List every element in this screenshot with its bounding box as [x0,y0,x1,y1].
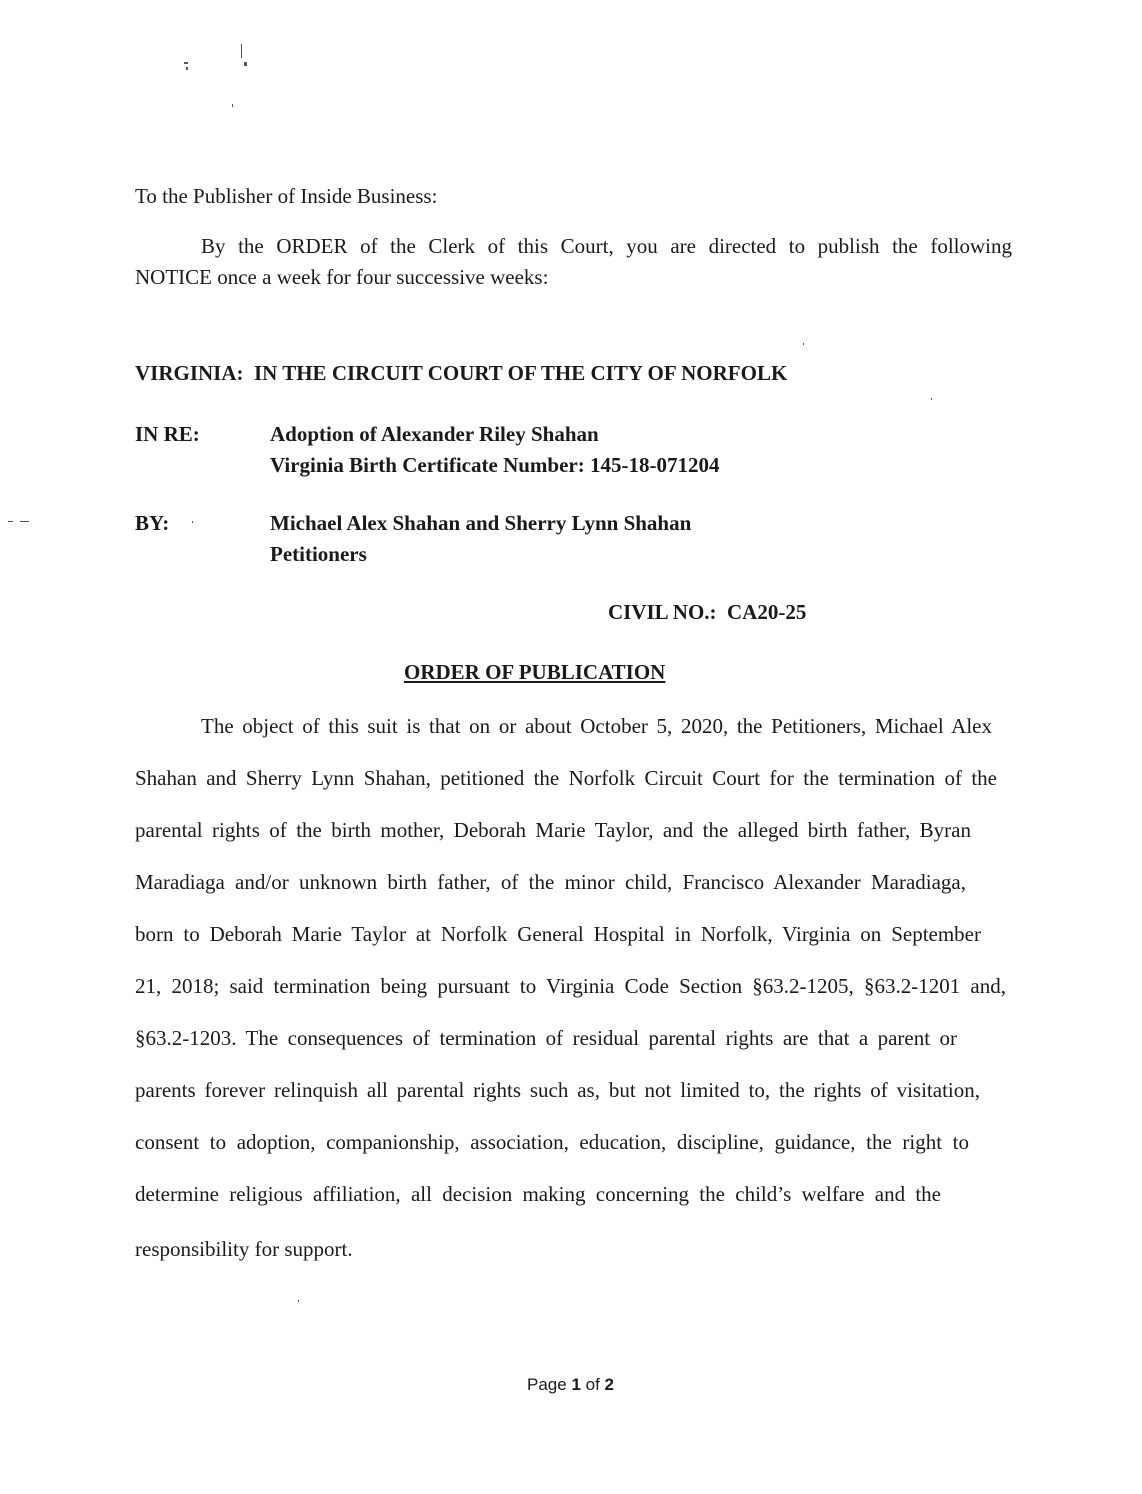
footer-current-page: 1 [571,1375,581,1394]
body-line-7: §63.2-1203. The consequences of termination of residual parental rights are that a parent or [135,1026,957,1050]
scan-speck [184,62,188,64]
body-line-11: responsibility for support. [135,1237,353,1261]
body-line-6: 21, 2018; said termination being pursuant to Virginia Code Section §63.2-1205, §63.2-1201 and, [135,974,1006,998]
by-line-1: Michael Alex Shahan and Sherry Lynn Shahan [270,511,692,535]
footer-middle: of [580,1375,605,1394]
scan-speck [186,67,188,70]
scan-speck [803,343,804,345]
directive-line-1: By the ORDER of the Clerk of this Court, you are directed to publish the following [201,234,1012,258]
scan-speck [232,104,233,107]
court-heading: VIRGINIA: IN THE CIRCUIT COURT OF THE CITY OF NORFOLK [135,361,788,385]
order-title: ORDER OF PUBLICATION [404,660,666,684]
body-line-9: consent to adoption, companionship, association, education, discipline, guidance, the right to [135,1130,969,1154]
scan-speck [298,1300,299,1302]
by-line-2: Petitioners [270,542,367,566]
body-line-8: parents forever relinquish all parental rights such as, but not limited to, the rights of visitation, [135,1078,980,1102]
body-line-1: The object of this suit is that on or about October 5, 2020, the Petitioners, Michael Alex [201,714,992,738]
scan-speck [20,521,29,522]
body-line-4: Maradiaga and/or unknown birth father, of the minor child, Francisco Alexander Maradiaga, [135,870,966,894]
scan-speck [241,44,242,58]
in-re-line-2: Virginia Birth Certificate Number: 145-18-071204 [270,453,720,477]
civil-number: CIVIL NO.: CA20-25 [608,600,807,624]
in-re-line-1: Adoption of Alexander Riley Shahan [270,422,599,446]
body-line-2: Shahan and Sherry Lynn Shahan, petitioned the Norfolk Circuit Court for the termination of the [135,766,997,790]
page-footer [527,1375,614,1395]
footer-total-pages: 2 [604,1375,614,1394]
footer-prefix: Page [527,1375,572,1394]
scan-speck [8,521,13,522]
salutation: To the Publisher of Inside Business: [135,184,438,208]
in-re-label: IN RE: [135,422,200,446]
scan-speck [244,62,247,66]
body-line-10: determine religious affiliation, all decision making concerning the child’s welfare and the [135,1182,941,1206]
body-line-5: born to Deborah Marie Taylor at Norfolk General Hospital in Norfolk, Virginia on September [135,922,981,946]
by-label: BY: [135,511,170,535]
directive-line-2: NOTICE once a week for four successive weeks: [135,265,549,289]
scan-speck [931,398,932,400]
scan-speck [192,521,193,523]
body-line-3: parental rights of the birth mother, Deborah Marie Taylor, and the alleged birth father, Byran [135,818,971,842]
